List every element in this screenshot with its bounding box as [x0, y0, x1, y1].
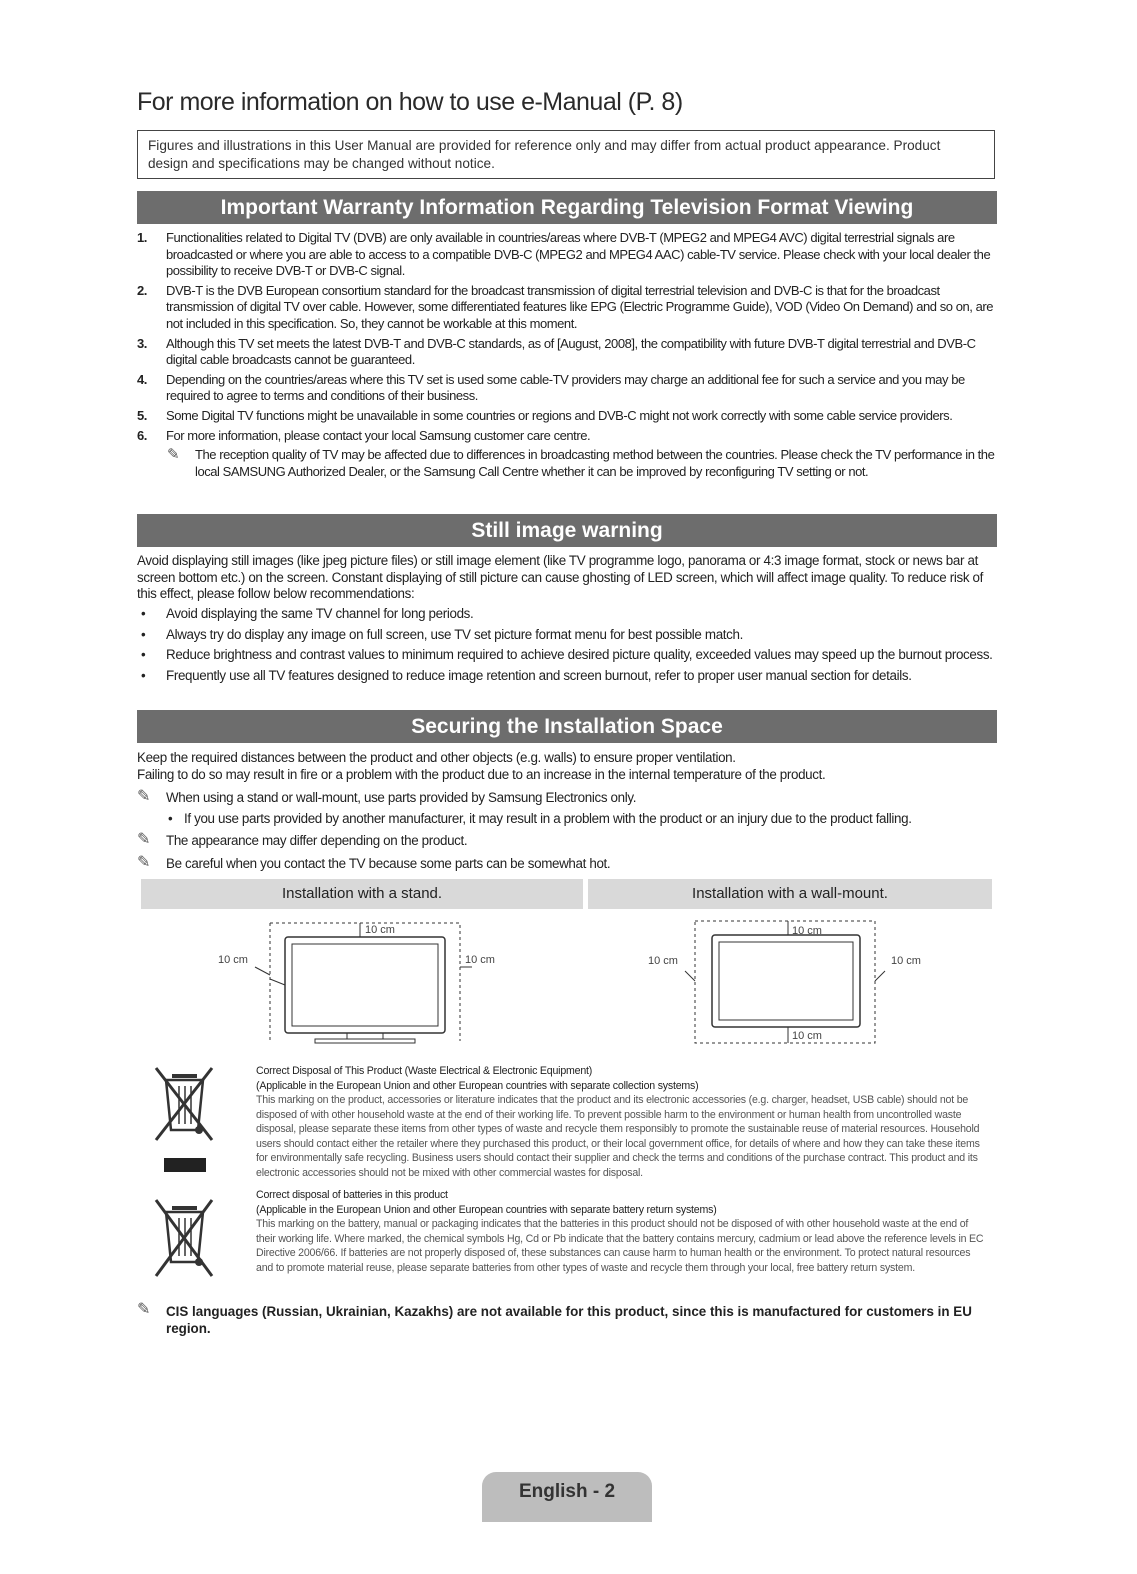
pencil-note-icon: ✎: [137, 854, 151, 871]
weee-subtitle: (Applicable in the European Union and other European countries with separate collection systems): [256, 1079, 699, 1092]
page-number-tab: English - 2: [482, 1472, 652, 1522]
wall-mount-installation-diagram: [645, 915, 930, 1050]
pencil-note-icon: ✎: [137, 1301, 151, 1318]
list-item: 4. Depending on the countries/areas where this TV set is used some cable-TV providers may charge an additional fee for such a service and you may be required to agree to terms and conditions of their business.: [137, 371, 965, 404]
weee-disposal-section: [256, 1064, 986, 1180]
list-item: 1. Functionalities related to Digital TV (DVB) are only available in countries/areas where DVB-T (MPEG2 and MPEG4 AVC) digital terrestrial signals are broadcasted or where you are able to access to a compatible DVB-C (MPEG2 and MPEG4 AAC) cable-TV service. Please check with your local dealer the possibility to receive DVB-T or DVB-C signal.: [137, 230, 991, 279]
list-item: • Reduce brightness and contrast values to minimum required to achieve desired picture quality, exceeded values may speed up the burnout process.: [141, 647, 993, 663]
installation-note-2: ✎ The appearance may differ depending on the product.: [137, 831, 468, 848]
still-image-list: [137, 606, 997, 688]
disclaimer-box: Figures and illustrations in this User Manual are provided for reference only and may differ from actual product appearance. Product design and specifications may be changed without notice.: [137, 130, 995, 179]
pencil-note-icon: ✎: [137, 788, 151, 805]
crossed-bin-icon: [152, 1196, 217, 1282]
battery-body: This marking on the battery, manual or packaging indicates that the batteries in this product should not be disposed of with other household waste at the end of their working life. Where marked, the chemical symbols Hg, Cd or Pb indicate that the battery contains mercury, cadmium or lead above the reference levels in EC Directive 2006/66. If batteries are not properly disposed of, these substances can cause harm to human health or the environment. To protect natural resources and to promote material reuse, please separate batteries from other types of waste and recycle them through your local, free battery return system.: [256, 1218, 984, 1274]
cis-language-note: ✎ CIS languages (Russian, Ukrainian, Kazakhs) are not available for this product, since this is manufactured for customers in EU region.: [137, 1301, 972, 1336]
battery-subtitle: (Applicable in the European Union and other European countries with separate battery return systems): [256, 1203, 717, 1216]
warranty-list: [137, 230, 997, 480]
still-image-heading: Still image warning: [137, 514, 997, 547]
wall-top-distance: 10 cm: [792, 925, 822, 937]
stand-label: Installation with a stand.: [141, 879, 583, 909]
wall-right-distance: 10 cm: [891, 955, 921, 967]
weee-body: This marking on the product, accessories or literature indicates that the product and its electronic accessories (e.g. charger, headset, USB cable) should not be disposed of with other household waste at the end of their working life. To prevent possible harm to the environment or human health from uncontrolled waste disposal, please separate these items from other types of waste and recycle them responsibly to promote the sustainable reuse of material resources. Household users should contact either the retailer where they purchased this product, or their local government office, for details of where and how they can take these items for environmentally safe recycling. Business users should contact their supplier and check the terms and conditions of the purchase contract. This product and its electronic accessories should not be mixed with other commercial wastes for disposal.: [256, 1094, 980, 1179]
list-item: 3. Although this TV set meets the latest DVB-T and DVB-C standards, as of [August, 2008], the compatibility with future DVB-T digital terrestrial and DVB-C digital cable broadcasts cannot be guaranteed.: [137, 335, 976, 368]
wall-left-distance: 10 cm: [648, 955, 678, 967]
battery-disposal-section: [256, 1188, 986, 1275]
pencil-note-icon: ✎: [137, 831, 151, 848]
stand-left-distance: 10 cm: [218, 954, 248, 966]
wall-bottom-distance: 10 cm: [792, 1030, 822, 1042]
page-title: For more information on how to use e-Manual (P. 8): [137, 88, 683, 116]
weee-title: Correct Disposal of This Product (Waste Electrical & Electronic Equipment): [256, 1065, 593, 1077]
list-item: • Frequently use all TV features designed to reduce image retention and screen burnout, refer to proper user manual section for details.: [141, 667, 912, 683]
list-item: 2. DVB-T is the DVB European consortium standard for the broadcast transmission of digital terrestrial television and DVB-C is that for the broadcast transmission of digital TV over cable. However, some differentiated features like EPG (Electric Programme Guide), VOD (Video On Demand) and so on, are not included in this specification. So, they cannot be workable at this moment.: [137, 282, 994, 331]
warranty-heading: Important Warranty Information Regarding Television Format Viewing: [137, 191, 997, 224]
list-item: 5. Some Digital TV functions might be unavailable in some countries or regions and DVB-C might not work correctly with some cable service providers.: [137, 407, 953, 423]
installation-intro-2: Failing to do so may result in fire or a problem with the product due to an increase in the internal temperature of the product.: [137, 767, 826, 782]
pencil-note-icon: ✎: [167, 446, 180, 464]
list-item: • Always try do display any image on full screen, use TV set picture format menu for best possible match.: [141, 626, 743, 642]
still-image-intro: Avoid displaying still images (like jpeg picture files) or still image element (like TV programme logo, panorama or 4:3 image format, stock or news bar at screen bottom etc.) on the screen. Constant displaying of still picture can cause ghosting of LED screen, which will affect image quality. To reduce risk of this effect, please follow below recommendations:: [137, 553, 984, 602]
stand-right-distance: 10 cm: [465, 954, 495, 966]
installation-heading: Securing the Installation Space: [137, 710, 997, 743]
installation-sub-bullet: • If you use parts provided by another manufacturer, it may result in a problem with the product or an injury due to the product falling.: [168, 811, 912, 826]
list-item: • Avoid displaying the same TV channel for long periods.: [141, 606, 474, 621]
stand-top-distance: 10 cm: [365, 924, 395, 936]
crossed-bin-icon: [152, 1064, 217, 1176]
warranty-note: ✎ The reception quality of TV may be affected due to differences in broadcasting method between the countries. Please check the TV performance in the local SAMSUNG Authorized Dealer, or the Samsung Call Centre whether it can be improved by reconfiguring TV setting or not.: [167, 446, 995, 479]
stand-installation-diagram: [210, 915, 540, 1050]
installation-note-3: ✎ Be careful when you contact the TV because some parts can be somewhat hot.: [137, 854, 611, 871]
installation-intro-1: Keep the required distances between the product and other objects (e.g. walls) to ensure proper ventilation.: [137, 750, 736, 765]
installation-note-1: ✎ When using a stand or wall-mount, use parts provided by Samsung Electronics only.: [137, 788, 637, 805]
wall-mount-label: Installation with a wall-mount.: [588, 879, 992, 909]
list-item: 6. For more information, please contact your local Samsung customer care centre.: [137, 427, 591, 443]
battery-title: Correct disposal of batteries in this product: [256, 1189, 448, 1201]
